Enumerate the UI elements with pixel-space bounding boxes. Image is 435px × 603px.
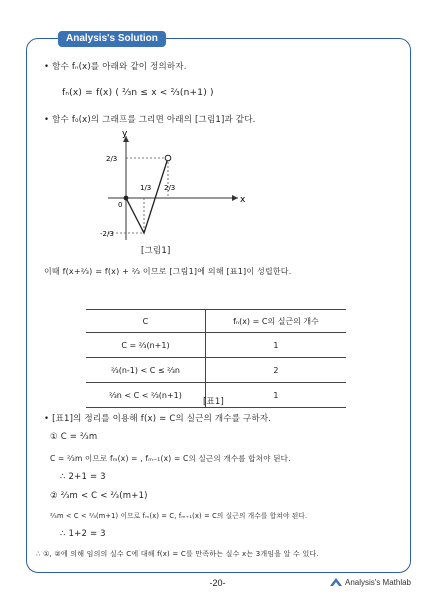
x-axis-label: x (240, 195, 246, 205)
y-axis-label: y (122, 129, 128, 139)
x-tick-a: 1/3 (140, 184, 152, 192)
x-axis-arrow (232, 195, 238, 201)
x-tick-b: 2/3 (164, 184, 176, 192)
y-tick-bottom: -2/3 (100, 230, 114, 238)
brand-logo (330, 577, 411, 587)
closed-point (124, 196, 129, 201)
open-point (165, 155, 171, 161)
table-header-c: C (86, 310, 205, 333)
table-header-count: fₙ(x) = C의 실근의 개수 (205, 310, 346, 333)
table-cell: 1 (205, 383, 346, 408)
page-number: -20- (209, 578, 226, 588)
table-row (86, 333, 346, 358)
body-line-8: ∴ ①, ②에 의해 임의의 실수 C에 대해 f(x) = C를 만족하는 실수 x는 3개임을 알 수 있다. (36, 550, 319, 558)
table-row (86, 358, 346, 383)
body-line-7: ∴ 1+2 = 3 (60, 529, 106, 539)
y-tick-top: 2/3 (106, 155, 118, 163)
intro-line-2: • 함수 f₀(x)의 그래프를 그리면 아래의 [그림1]과 같다. (44, 115, 256, 125)
solution-badge: Analysis's Solution (58, 31, 166, 47)
mid-text: 이때 f(x+²⁄₃) = f(x) + ²⁄₃ 이므로 [그림1]에 의해 [표1]이 성립한다. (44, 267, 292, 276)
origin-label: 0 (118, 201, 123, 209)
body-line-2: ① C = ²⁄₃m (50, 432, 98, 442)
table-header-row (86, 310, 346, 333)
table-cell: 2 (205, 358, 346, 383)
brand-logo-icon (330, 577, 342, 587)
graph-caption: [그림1] (141, 246, 171, 256)
function-graph (100, 128, 260, 248)
body-line-4: ∴ 2+1 = 3 (60, 472, 106, 482)
body-line-6: ²⁄₃m < C < ²⁄₃(m+1) 이므로 fₘ(x) = C, fₘ₊₁(x) = C의 실근의 개수를 합쳐야 된다. (50, 512, 308, 520)
root-count-table (86, 309, 346, 408)
table-cell: ²⁄₃(n-1) < C ≤ ²⁄₃n (86, 358, 205, 383)
brand-name: Analysis's Mathlab (345, 577, 411, 587)
body-line-5: ② ²⁄₃m < C < ²⁄₃(m+1) (50, 491, 148, 501)
table-cell: ²⁄₃n < C < ²⁄₃(n+1) (86, 383, 205, 408)
table-cell: C = ²⁄₃(n+1) (86, 333, 205, 358)
table-cell: 1 (205, 333, 346, 358)
intro-line-1: • 함수 fₙ(x)를 아래와 같이 정의하자. (44, 62, 187, 72)
table-caption: [표1] (203, 397, 225, 407)
intro-formula: fₙ(x) = f(x) ( ²⁄₃n ≤ x < ²⁄₃(n+1) ) (62, 88, 214, 98)
graph-curve (126, 158, 168, 233)
body-line-1: • [표1]의 정리를 이용해 f(x) = C의 실근의 개수를 구하자. (44, 414, 272, 424)
body-line-3: C = ²⁄₃m 이므로 fₘ(x) = , fₘ₋₁(x) = C의 실근의 개수를 합쳐야 된다. (50, 454, 291, 463)
